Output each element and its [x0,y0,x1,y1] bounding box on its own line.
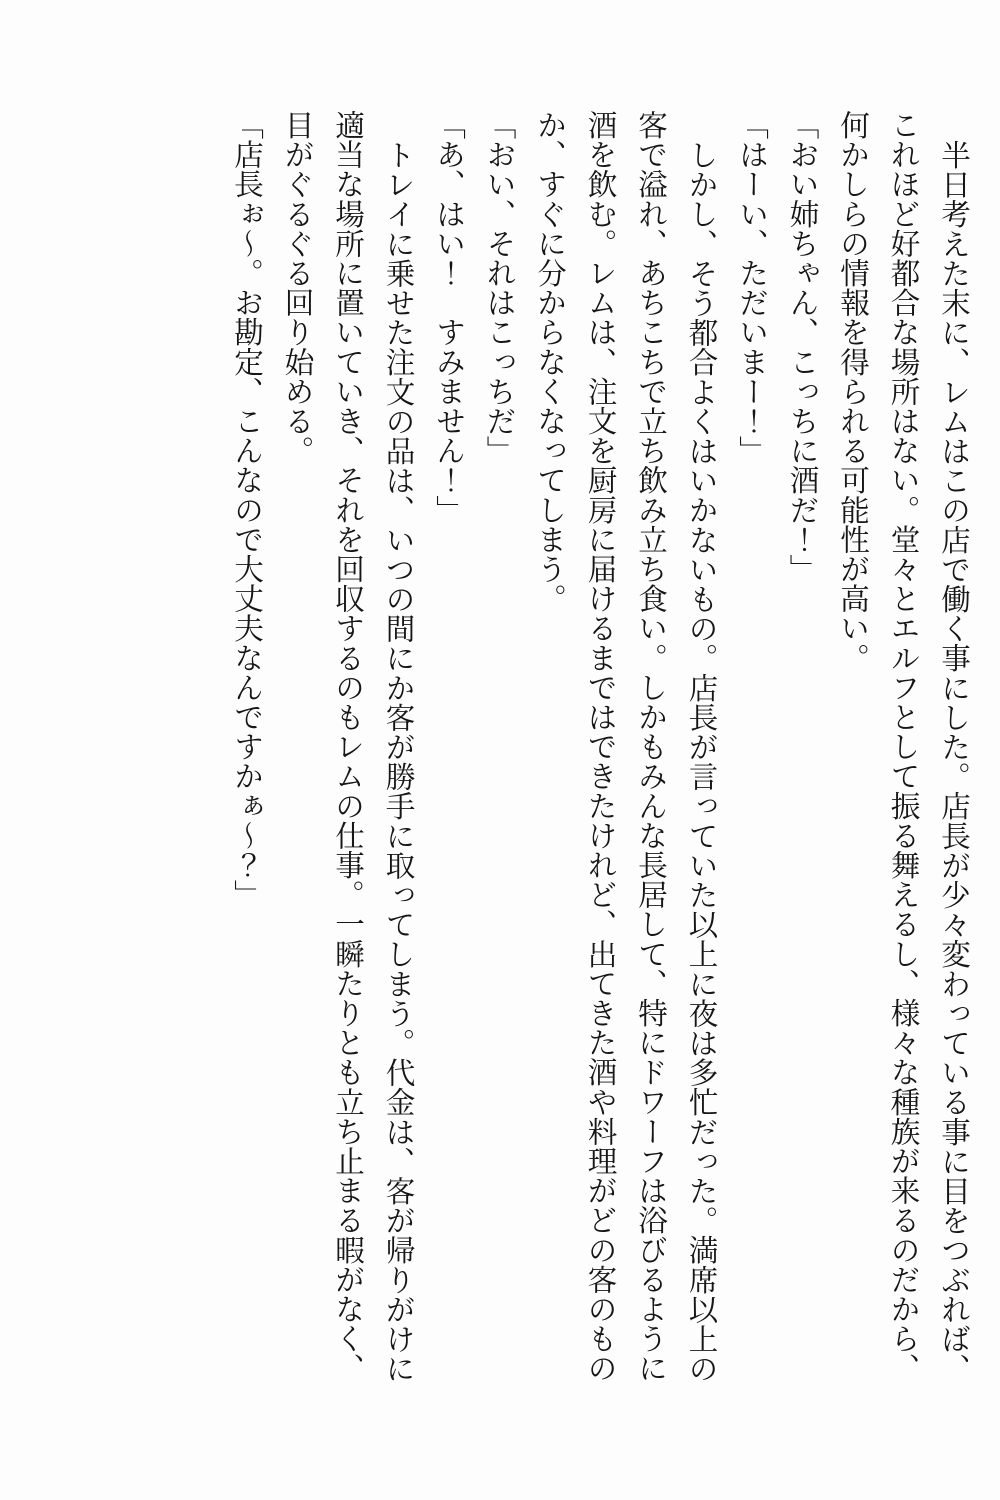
paragraph-dialogue-2: 「はーい、ただいまー！」 [735,110,767,466]
paragraph-dialogue-3: 「おい、それはこっちだ」 [482,110,515,466]
vertical-text-block [221,110,979,1390]
paragraph-narration-2: しかし、そう都合よくはいかないもの。店長が言っていた以上に夜は多忙だった。満席以上の客で溢れ、あちこちで立ち飲み立ち食い。しかもみんな長居して、特にドワーフは浴びるように酒を飲む。レムは、注文を厨房に届けるまではできたけれど、出てきた酒や料理がどの客のものか、すぐに分からなくなってしまう。 [533,110,717,1383]
paragraph-narration-3: トレイに乗せた注文の品は、いつの間にか客が勝手に取ってしまう。代金は、客が帰りがけに適当な場所に置いていき、それを回収するのもレムの仕事。一瞬たりとも立ち止まる暇がなく、目がぐるぐる回り始める。 [280,110,414,1383]
paragraph-dialogue-5: 「店長ぉ〜。お勘定、こんなので大丈夫なんですかぁ〜？」 [230,110,262,910]
paragraph-dialogue-1: 「おい姉ちゃん、こっちに酒だ！」 [785,110,818,584]
paragraph-dialogue-4: 「あ、はい！ すみません！」 [432,110,464,525]
paragraph-narration-1: 半日考えた末に、レムはこの店で働く事にした。店長が少々変わっている事に目をつぶれば、これほど好都合な場所はない。堂々とエルフとして振る舞えるし、様々な種族が来るのだから、何かしらの情報を得られる可能性が高い。 [836,110,969,1383]
